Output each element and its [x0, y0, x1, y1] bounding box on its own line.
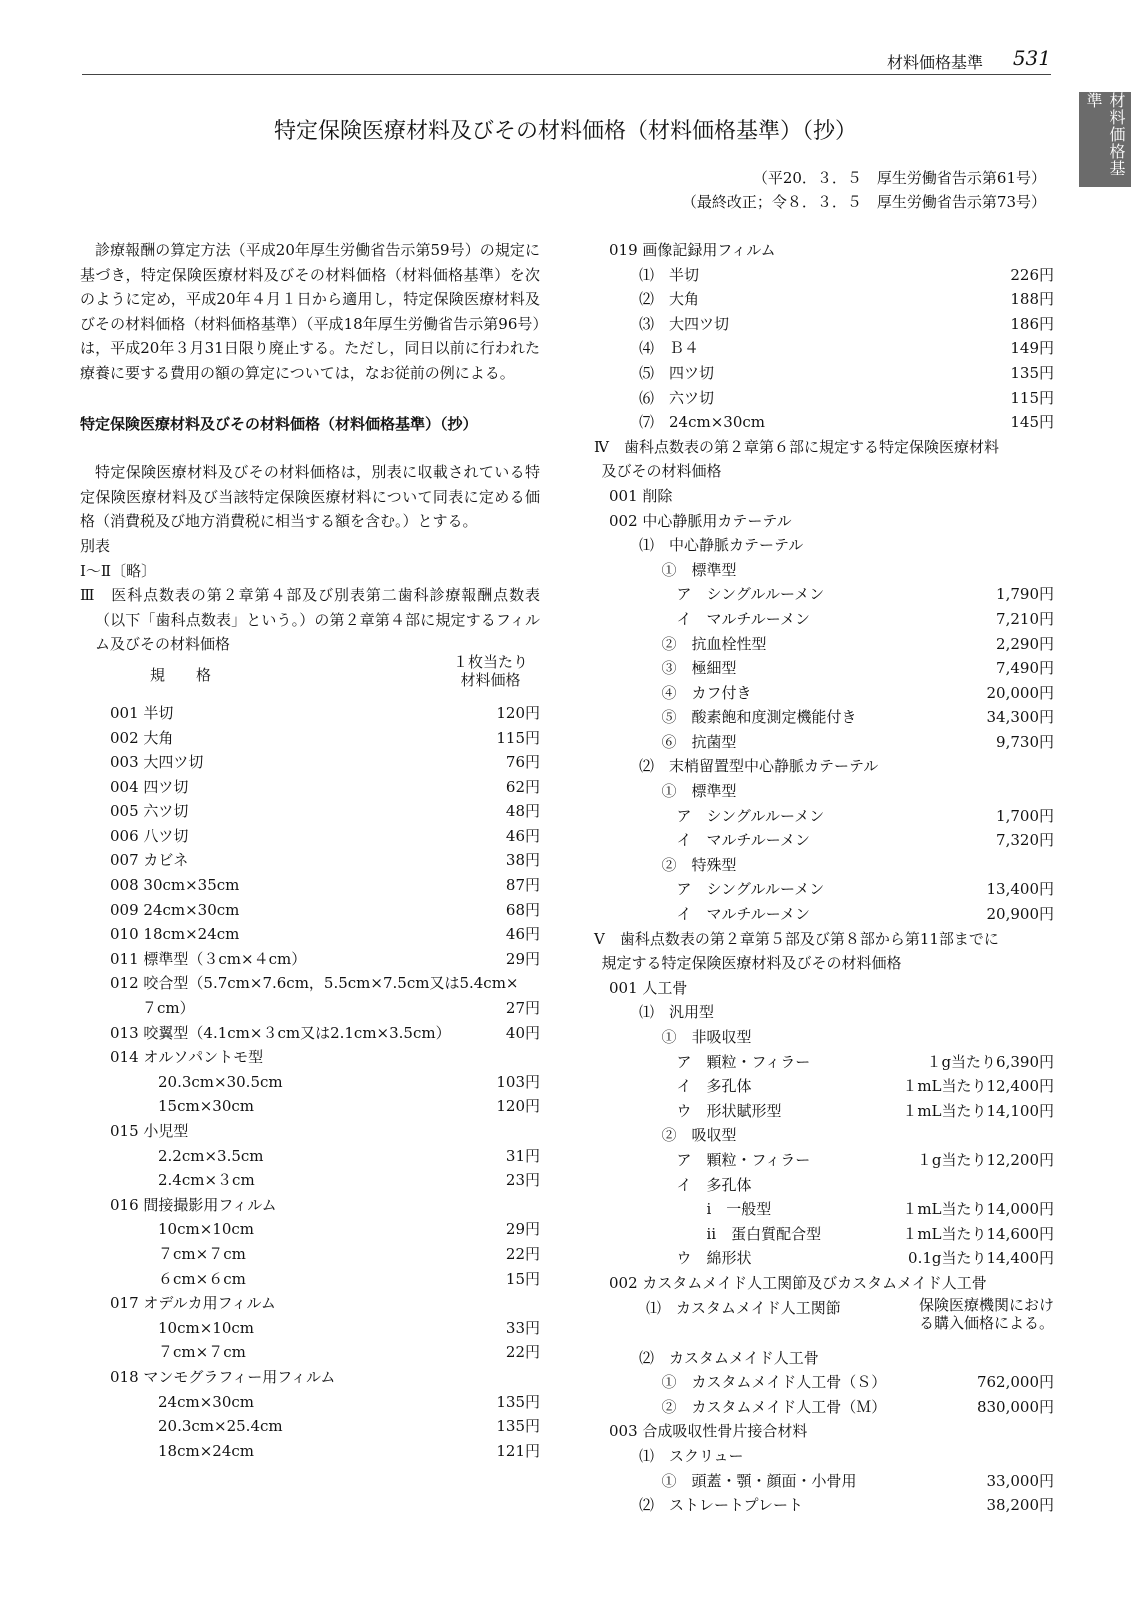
row-price: 9,730円	[996, 732, 1054, 751]
table-row	[80, 898, 540, 923]
row-label: ② 吸収型	[661, 1126, 737, 1145]
row-price: 2,290円	[996, 634, 1054, 653]
table-row	[594, 312, 1054, 337]
table-row	[80, 1439, 540, 1464]
row-label: ② 抗血栓性型	[661, 634, 767, 653]
table-row	[594, 238, 1054, 263]
row-label: 019 画像記録用フィルム	[609, 241, 776, 259]
table-row	[80, 971, 540, 996]
row-price: 15円	[505, 1269, 540, 1288]
row-label: 2.4cm×３cm	[158, 1171, 255, 1190]
row-label: ⑵ カスタムメイド人工骨	[639, 1348, 819, 1367]
row-price: 40円	[505, 1023, 540, 1042]
row-price: 830,000円	[976, 1397, 1054, 1416]
table-row	[80, 1365, 540, 1390]
row-label: 20.3cm×30.5cm	[158, 1072, 283, 1091]
row-label: ⑶ 大四ツ切	[639, 314, 730, 333]
row-label: 012 咬合型（5.7cm×7.6cm，5.5cm×7.5cm又は5.4cm×	[110, 974, 519, 993]
row-label: ① 標準型	[661, 560, 737, 579]
table-row	[594, 951, 1054, 976]
row-price: 87円	[505, 876, 540, 895]
row-label: ⅰ 一般型	[706, 1200, 772, 1219]
row-price: 38,200円	[986, 1496, 1054, 1515]
table-row	[594, 263, 1054, 288]
table-row	[80, 1217, 540, 1242]
row-price: 103円	[496, 1072, 540, 1091]
row-label: ウ 形状賦形型	[676, 1101, 782, 1120]
row-label: ⑴ 半切	[639, 265, 700, 284]
row-price: 68円	[505, 900, 540, 919]
row-label: 規定する特定保険医療材料及びその材料価格	[601, 954, 902, 973]
row-label: 2.2cm×3.5cm	[158, 1146, 264, 1165]
price-list-a	[594, 238, 1054, 1296]
row-label: 015 小児型	[110, 1122, 189, 1140]
row-price: 22円	[505, 1343, 540, 1362]
row-price: １g当たり6,390円	[926, 1052, 1054, 1071]
row-label: 及びその材料価格	[601, 462, 722, 481]
table-row	[594, 804, 1054, 829]
row-price: 27円	[505, 999, 540, 1018]
table-row	[594, 1419, 1054, 1444]
table-row	[80, 873, 540, 898]
table-row	[594, 287, 1054, 312]
row-price: 29円	[505, 949, 540, 968]
row-label: 011 標準型（３cm×４cm）	[110, 949, 307, 968]
row-label: イ 多孔体	[676, 1077, 752, 1096]
row-label: 013 咬翼型（4.1cm×３cm又は2.1cm×3.5cm）	[110, 1023, 451, 1042]
row-price: 145円	[1010, 413, 1054, 432]
row-label: ア シングルルーメン	[676, 880, 825, 899]
row-price: 46円	[505, 826, 540, 845]
body-paragraph: 特定保険医療材料及びその材料価格は，別表に収載されている特定保険医療材料及び当該特定保険医療材料について同表に定める価格（消費税及び地方消費税に相当する額を含む。）とする。	[80, 463, 540, 531]
row-label: ② 特殊型	[661, 855, 737, 874]
row-price: 135円	[496, 1417, 540, 1436]
table-row	[594, 656, 1054, 681]
row-label: イ マルチルーメン	[676, 905, 811, 924]
row-label: ① 非吸収型	[661, 1028, 752, 1046]
table-row	[594, 705, 1054, 730]
right-column	[594, 238, 1054, 1518]
intro-paragraph: 診療報酬の算定方法（平成20年厚生労働省告示第59号）の規定に基づき，特定保険医療材料及びその材料価格（材料価格基準）を次のように定め，平成20年４月１日から適用し，特定保険医療材料及びその材料価格（材料価格基準）（平成18年厚生労働省告示第96号）は，平成20年３月31日限り廃止する。ただし，同日以前に行われた療養に要する費用の額の算定については，なお従前の例による。	[80, 241, 540, 382]
table-row	[80, 1119, 540, 1144]
table-row	[80, 701, 540, 726]
col-price-line2: 材料価格	[460, 670, 521, 689]
table-row	[594, 1173, 1054, 1198]
row-label: 014 オルソパントモ型	[110, 1048, 264, 1067]
table-row	[594, 853, 1054, 878]
table-row	[594, 927, 1054, 952]
side-index-tab[interactable]: 材料価格基準	[1079, 92, 1131, 187]
row-price: 34,300円	[986, 708, 1054, 727]
table-row	[80, 1094, 540, 1119]
table-row	[80, 1193, 540, 1218]
table-row	[80, 996, 540, 1021]
row-price: 22円	[505, 1244, 540, 1263]
row-label: 002 大角	[110, 728, 174, 747]
row-label: ア 顆粒・フィラー	[676, 1150, 811, 1169]
row-price: 33円	[505, 1318, 540, 1337]
row-price: 76円	[505, 753, 540, 772]
notice-info	[682, 166, 1046, 214]
table-row	[80, 824, 540, 849]
table-row	[594, 459, 1054, 484]
table-row	[80, 1021, 540, 1046]
row-label: ⑴ 汎用型	[639, 1003, 715, 1022]
row-price: １mL当たり14,000円	[902, 1200, 1054, 1219]
row-label: ① 頭蓋・顎・顔面・小骨用	[661, 1471, 857, 1490]
table-row	[594, 1025, 1054, 1050]
row-price: 149円	[1010, 339, 1054, 358]
row-price: 188円	[1010, 290, 1054, 309]
table-row	[594, 386, 1054, 411]
table-row	[80, 1045, 540, 1070]
row-label: ⑷ Ｂ４	[639, 339, 700, 358]
row-price: 48円	[505, 802, 540, 821]
row-price: １g当たり12,200円	[916, 1150, 1054, 1169]
table-row	[80, 726, 540, 751]
section-3-heading: Ⅲ 医科点数表の第２章第４部及び別表第二歯科診療報酬点数表（以下「歯科点数表」という。）の第２章第４部に規定するフィルム及びその材料価格	[80, 586, 540, 654]
row-price: 29円	[505, 1220, 540, 1239]
row-price: 186円	[1010, 314, 1054, 333]
table-row	[594, 1246, 1054, 1271]
table-row	[594, 1123, 1054, 1148]
table-row	[594, 1000, 1054, 1025]
col-spec: 規 格	[150, 665, 220, 684]
row-price: 33,000円	[986, 1471, 1054, 1490]
row-label: 20.3cm×25.4cm	[158, 1417, 283, 1436]
table-row	[80, 1242, 540, 1267]
table-row	[594, 533, 1054, 558]
row-price: 46円	[505, 925, 540, 944]
table-row	[594, 1197, 1054, 1222]
col-price-line1: １枚当たり	[452, 652, 528, 671]
row-label: 18cm×24cm	[158, 1441, 254, 1460]
table-row	[594, 1099, 1054, 1124]
page-title: 特定保険医療材料及びその材料価格（材料価格基準）（抄）	[273, 119, 857, 144]
row-label: ア シングルルーメン	[676, 585, 825, 604]
row-label: Ⅳ 歯科点数表の第２章第６部に規定する特定保険医療材料	[594, 437, 999, 456]
custom-joint-price-line1: 保険医療機関におけ	[918, 1295, 1054, 1314]
section-1-2: Ⅰ～Ⅱ〔略〕	[80, 561, 157, 580]
table-row	[80, 947, 540, 972]
row-label: 008 30cm×35cm	[110, 876, 240, 895]
row-price: 7,210円	[996, 609, 1054, 628]
row-label: 009 24cm×30cm	[110, 900, 240, 919]
table-row	[80, 1168, 540, 1193]
row-label: ⑤ 酸素飽和度測定機能付き	[661, 708, 857, 727]
row-label: ⑴ 中心静脈カテーテル	[639, 536, 804, 555]
table-row	[594, 902, 1054, 927]
row-label: 007 カビネ	[110, 851, 189, 870]
row-label: 003 大四ツ切	[110, 753, 204, 772]
table-row	[594, 976, 1054, 1001]
row-label: 002 中心静脈用カテーテル	[609, 511, 792, 530]
custom-joint-row	[594, 1296, 1054, 1346]
row-label: ７cm×７cm	[158, 1244, 246, 1263]
row-label: 006 八ツ切	[110, 826, 189, 845]
table-row	[594, 1370, 1054, 1395]
row-label: ⑸ 四ツ切	[639, 363, 715, 382]
custom-joint-label: ⑴ カスタムメイド人工関節	[646, 1298, 841, 1317]
table-row	[80, 1070, 540, 1095]
row-price: 135円	[496, 1392, 540, 1411]
row-price: 226円	[1010, 265, 1054, 284]
row-price: 121円	[496, 1441, 540, 1460]
row-label: 016 間接撮影用フィルム	[110, 1195, 277, 1214]
table-row	[594, 779, 1054, 804]
row-price: 0.1g当たり14,400円	[908, 1249, 1054, 1268]
table-row	[594, 582, 1054, 607]
running-header	[82, 46, 1051, 75]
row-price: 762,000円	[976, 1373, 1054, 1392]
row-price: 31円	[505, 1146, 540, 1165]
table-row	[80, 775, 540, 800]
table-row	[594, 435, 1054, 460]
row-label: ③ 極細型	[661, 659, 737, 678]
row-label: イ マルチルーメン	[676, 609, 811, 628]
table-row	[594, 1050, 1054, 1075]
row-label: ６cm×６cm	[158, 1269, 246, 1288]
table-header	[80, 652, 540, 701]
row-label: 10cm×10cm	[158, 1220, 254, 1239]
table-row	[594, 754, 1054, 779]
table-row	[594, 681, 1054, 706]
row-label: 005 六ツ切	[110, 802, 189, 821]
row-label: 010 18cm×24cm	[110, 925, 240, 944]
film-price-table	[80, 701, 540, 1463]
row-price: 13,400円	[986, 880, 1054, 899]
table-row	[594, 558, 1054, 583]
table-row	[594, 1346, 1054, 1371]
notice-line: （平20．３．５ 厚生労働省告示第61号）	[752, 169, 1046, 187]
table-row	[80, 799, 540, 824]
table-row	[594, 484, 1054, 509]
custom-joint-price	[919, 1296, 1054, 1332]
row-price: 115円	[496, 728, 540, 747]
row-label: ⅱ 蛋白質配合型	[706, 1224, 822, 1243]
table-row	[80, 1291, 540, 1316]
row-label: ⑵ 末梢留置型中心静脈カテーテル	[639, 757, 879, 776]
row-price: １mL当たり14,600円	[902, 1224, 1054, 1243]
row-label: 10cm×10cm	[158, 1318, 254, 1337]
notice-line: （最終改正；令８．３．５ 厚生労働省告示第73号）	[681, 193, 1046, 211]
table-row	[80, 1414, 540, 1439]
row-label: ② カスタムメイド人工骨（Ｍ）	[661, 1397, 887, 1416]
row-label: 002 カスタムメイド人工関節及びカスタムメイド人工骨	[609, 1273, 987, 1292]
row-price: １mL当たり12,400円	[902, 1077, 1054, 1096]
row-price: １mL当たり14,100円	[902, 1101, 1054, 1120]
page-number: 531	[1012, 46, 1051, 70]
table-row	[594, 509, 1054, 534]
table-row	[594, 1493, 1054, 1518]
row-price: 38円	[505, 851, 540, 870]
row-price: 115円	[1010, 388, 1054, 407]
table-row	[594, 1148, 1054, 1173]
row-label: ７cm）	[142, 999, 195, 1018]
row-price: 1,700円	[996, 806, 1054, 825]
row-label: 004 四ツ切	[110, 777, 189, 796]
table-row	[594, 1222, 1054, 1247]
row-price: 7,320円	[996, 831, 1054, 850]
row-label: ① カスタムメイド人工骨（Ｓ）	[661, 1373, 887, 1392]
row-price: 135円	[1010, 363, 1054, 382]
row-price: 20,000円	[986, 683, 1054, 702]
row-label: 018 マンモグラフィー用フィルム	[110, 1367, 336, 1386]
table-row	[80, 750, 540, 775]
row-label: イ マルチルーメン	[676, 831, 811, 850]
row-label: ④ カフ付き	[661, 683, 752, 702]
table-row	[594, 1444, 1054, 1469]
row-label: 003 合成吸収性骨片接合材料	[609, 1422, 808, 1441]
row-price: 1,790円	[996, 585, 1054, 604]
row-label: 24cm×30cm	[158, 1392, 254, 1411]
table-row	[594, 877, 1054, 902]
row-label: 001 半切	[110, 703, 174, 722]
left-column	[80, 238, 540, 1463]
row-label: ⑵ ストレートプレート	[639, 1496, 803, 1515]
custom-joint-price-line2: る購入価格による。	[918, 1313, 1054, 1332]
table-row	[594, 361, 1054, 386]
row-label: 001 人工骨	[609, 978, 688, 997]
table-row	[594, 1395, 1054, 1420]
table-row	[594, 730, 1054, 755]
table-row	[80, 1316, 540, 1341]
table-row	[594, 607, 1054, 632]
row-label: Ⅴ 歯科点数表の第２章第５部及び第８部から第11部までに	[594, 929, 999, 948]
table-row	[80, 922, 540, 947]
price-list-b	[594, 1346, 1054, 1518]
row-price: 120円	[496, 703, 540, 722]
row-label: ⑵ 大角	[639, 290, 700, 309]
table-row	[80, 1340, 540, 1365]
table-row	[594, 1469, 1054, 1494]
row-label: ① 標準型	[661, 782, 737, 801]
row-label: ⑺ 24cm×30cm	[639, 413, 765, 432]
row-label: ⑴ スクリュー	[639, 1446, 744, 1465]
row-label: ⑹ 六ツ切	[639, 388, 715, 407]
table-row	[594, 1074, 1054, 1099]
table-row	[594, 1271, 1054, 1296]
row-label: 001 削除	[609, 486, 673, 505]
table-row	[80, 1267, 540, 1292]
beppyo-label: 別表	[80, 536, 111, 555]
row-label: ア シングルルーメン	[676, 806, 825, 825]
row-label: ア 顆粒・フィラー	[676, 1052, 811, 1071]
row-label: イ 多孔体	[676, 1175, 752, 1194]
table-row	[594, 336, 1054, 361]
row-price: 23円	[505, 1171, 540, 1190]
row-label: ウ 綿形状	[676, 1249, 752, 1268]
table-row	[80, 1390, 540, 1415]
row-label: 15cm×30cm	[158, 1097, 254, 1116]
row-label: 017 オデルカ用フィルム	[110, 1294, 276, 1313]
table-row	[80, 848, 540, 873]
section-heading: 特定保険医療材料及びその材料価格（材料価格基準）（抄）	[80, 414, 478, 433]
col-price	[453, 653, 528, 689]
row-label: ７cm×７cm	[158, 1343, 246, 1362]
row-price: 20,900円	[986, 905, 1054, 924]
table-row	[80, 1144, 540, 1169]
header-section: 材料価格基準	[886, 53, 983, 72]
table-row	[594, 410, 1054, 435]
table-row	[594, 632, 1054, 657]
row-price: 62円	[505, 777, 540, 796]
row-label: ⑥ 抗菌型	[661, 732, 737, 751]
row-price: 7,490円	[996, 659, 1054, 678]
table-row	[594, 828, 1054, 853]
row-price: 120円	[496, 1097, 540, 1116]
